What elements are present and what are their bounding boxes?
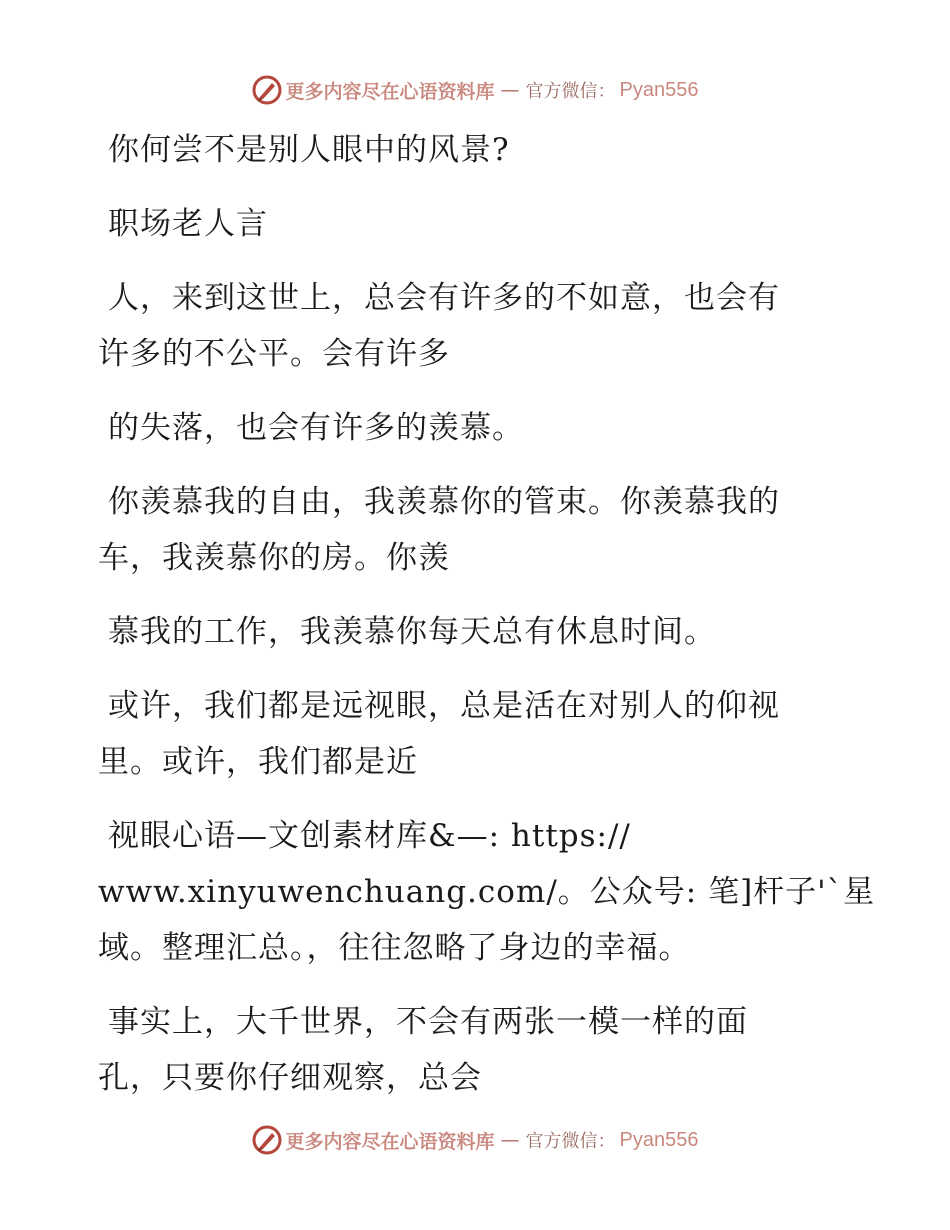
paragraph-line: 视眼心语—文创素材库&—: https://	[108, 818, 631, 854]
paragraph-line: www.xinyuwenchuang.com/。公众号: 笔]杆子'`星	[98, 874, 876, 910]
banner-dash: —	[500, 1129, 520, 1151]
banner-wechat-id: Pyan556	[619, 78, 699, 101]
paragraph-line: 你羡慕我的自由，我羡慕你的管束。你羡慕我的	[108, 484, 780, 520]
banner-official-label: 官方微信：	[525, 1131, 616, 1152]
document-body	[98, 122, 888, 1106]
banner-text: 更多内容尽在心语资料库	[285, 1130, 495, 1153]
paragraph-line: 的失落，也会有许多的羡慕。	[108, 410, 524, 446]
document-title: 你何尝不是别人眼中的风景?	[108, 132, 510, 168]
pen-logo-icon	[252, 75, 282, 105]
banner-dash: —	[500, 79, 520, 101]
banner-wechat-id: Pyan556	[619, 1128, 699, 1151]
banner-official-label: 官方微信：	[525, 81, 616, 102]
footer-watermark-banner	[0, 1120, 950, 1160]
banner-text: 更多内容尽在心语资料库	[285, 80, 495, 103]
paragraph-line: 许多的不公平。会有许多	[98, 336, 450, 372]
pen-logo-icon	[252, 1125, 282, 1155]
paragraph-line: 里。或许，我们都是近	[98, 744, 418, 780]
paragraph-line: 人，来到这世上，总会有许多的不如意，也会有	[108, 280, 780, 316]
paragraph-line: 车，我羡慕你的房。你羡	[98, 540, 450, 576]
paragraph-line: 域。整理汇总。，往往忽略了身边的幸福。	[98, 930, 691, 966]
header-watermark-banner	[0, 70, 950, 110]
document-subtitle: 职场老人言	[108, 206, 268, 242]
paragraph-line: 或许，我们都是远视眼，总是活在对别人的仰视	[108, 688, 780, 724]
paragraph-line: 孔，只要你仔细观察，总会	[98, 1060, 482, 1096]
paragraph-line: 慕我的工作，我羡慕你每天总有休息时间。	[108, 614, 716, 650]
paragraph-line: 事实上，大千世界，不会有两张一模一样的面	[108, 1004, 748, 1040]
